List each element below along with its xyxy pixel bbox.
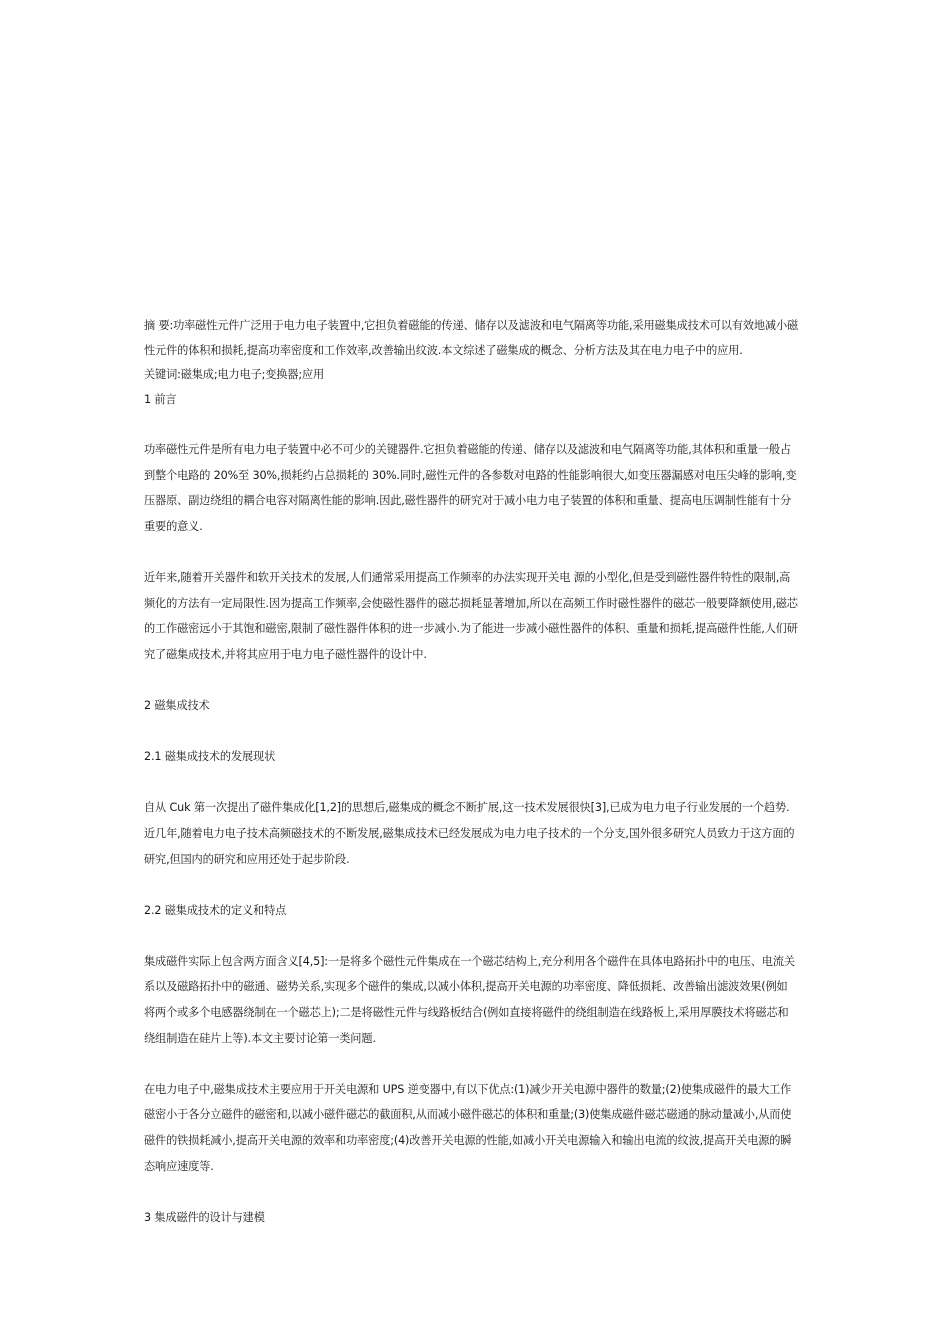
abstract-line: 性元件的体积和损耗,提高功率密度和工作效率,改善输出纹波.本文综述了磁集成的概念、分析方法及其在电力电子中的应用. xyxy=(144,343,743,357)
paragraph-line: 频化的方法有一定局限性.因为提高工作频率,会使磁性器件的磁芯损耗显著增加,所以在高频工作时磁性器件的磁芯一般要降额使用,磁芯 xyxy=(144,596,798,610)
paragraph-line: 的工作磁密远小于其饱和磁密,限制了磁性器件体积的进一步减小.为了能进一步减小磁性器件的体积、重量和损耗,提高磁件性能,人们研 xyxy=(144,622,798,636)
paragraph-line: 系以及磁路拓扑中的磁通、磁势关系,实现多个磁件的集成,以减小体积,提高开关电源的功率密度、降低损耗、改善输出滤波效果(例如 xyxy=(144,980,788,994)
paragraph-line: 自从 Cuk 第一次提出了磁件集成化[1,2]的思想后,磁集成的概念不断扩展,这一技术发展很快[3],已成为电力电子行业发展的一个趋势. xyxy=(144,801,790,815)
paragraph-development xyxy=(144,795,809,872)
keywords: 关键词:磁集成;电力电子;变换器;应用 xyxy=(144,368,325,381)
paragraph-line: 绕组制造在硅片上等).本文主要讨论第一类问题. xyxy=(144,1031,376,1045)
paragraph-line: 态响应速度等. xyxy=(144,1159,214,1173)
section-2-heading-block xyxy=(144,693,809,719)
paragraph-line: 功率磁性元件是所有电力电子装置中必不可少的关键器件.它担负着磁能的传递、储存以及滤波和电气隔离等功能,其体积和重量一般占 xyxy=(144,443,791,456)
section-2-heading: 2 磁集成技术 xyxy=(144,698,210,712)
section-3-heading-block xyxy=(144,1205,809,1231)
paragraph-line: 近几年,随着电力电子技术高频磁技术的不断发展,磁集成技术已经发展成为电力电子技术的一个分支,国外很多研究人员致力于这方面的 xyxy=(144,826,795,840)
paragraph-line: 集成磁件实际上包含两方面含义[4,5]:一是将多个磁性元件集成在一个磁芯结构上,充分利用各个磁件在具体电路拓扑中的电压、电流关 xyxy=(144,954,795,968)
abstract-line: 摘 要:功率磁性元件广泛用于电力电子装置中,它担负着磁能的传递、储存以及滤波和电气隔离等功能,采用磁集成技术可以有效地减小磁 xyxy=(144,319,799,332)
paragraph-line: 磁件的铁损耗减小,提高开关电源的效率和功率密度;(4)改善开关电源的性能,如减小开关电源输入和输出电流的纹波,提高开关电源的瞬 xyxy=(144,1134,792,1148)
paragraph-line: 将两个或多个电感器绕制在一个磁芯上);二是将磁性元件与线路板结合(例如直接将磁件的绕组制造在线路板上,采用厚膜技术将磁芯和 xyxy=(144,1006,789,1020)
paragraph-intro-2 xyxy=(144,565,809,667)
section-2-1-heading-block xyxy=(144,744,809,770)
paragraph-line: 重要的意义. xyxy=(144,519,203,533)
abstract xyxy=(144,314,809,363)
paragraph-line: 近年来,随着开关器件和软开关技术的发展,人们通常采用提高工作频率的办法实现开关电 源的小型化,但是受到磁性器件特性的限制,高 xyxy=(144,570,791,584)
paragraph-line: 到整个电路的 20%至 30%,损耗约占总损耗的 30%.同时,磁性元件的各参数对电路的性能影响很大,如变压器漏感对电压尖峰的影响,变 xyxy=(144,468,797,482)
document-body xyxy=(144,314,809,1230)
paragraph-line: 压器原、副边绕组的耦合电容对隔离性能的影响.因此,磁性器件的研究对于减小电力电子装置的体积和重量、提高电压调制性能有十分 xyxy=(144,494,791,508)
paragraph-line: 研究,但国内的研究和应用还处于起步阶段. xyxy=(144,852,350,866)
section-2-2-heading-block xyxy=(144,898,809,924)
section-1-heading: 1 前言 xyxy=(144,392,177,406)
section-2-2-heading: 2.2 磁集成技术的定义和特点 xyxy=(144,903,287,917)
paragraph-line: 在电力电子中,磁集成技术主要应用于开关电源和 UPS 逆变器中,有以下优点:(1)减少开关电源中器件的数量;(2)使集成磁件的最大工作 xyxy=(144,1082,792,1096)
section-2-1-heading: 2.1 磁集成技术的发展现状 xyxy=(144,750,276,764)
paragraph-definition xyxy=(144,949,809,1051)
paragraph-advantages xyxy=(144,1077,809,1179)
paragraph-line: 究了磁集成技术,并将其应用于电力电子磁性器件的设计中. xyxy=(144,647,427,661)
section-3-heading: 3 集成磁件的设计与建模 xyxy=(144,1210,265,1224)
paragraph-intro-1 xyxy=(144,437,809,539)
paragraph-line: 磁密小于各分立磁件的磁密和,以减小磁件磁芯的截面积,从而减小磁件磁芯的体积和重量;(3)使集成磁件磁芯磁通的脉动量减小,从而使 xyxy=(144,1108,792,1122)
